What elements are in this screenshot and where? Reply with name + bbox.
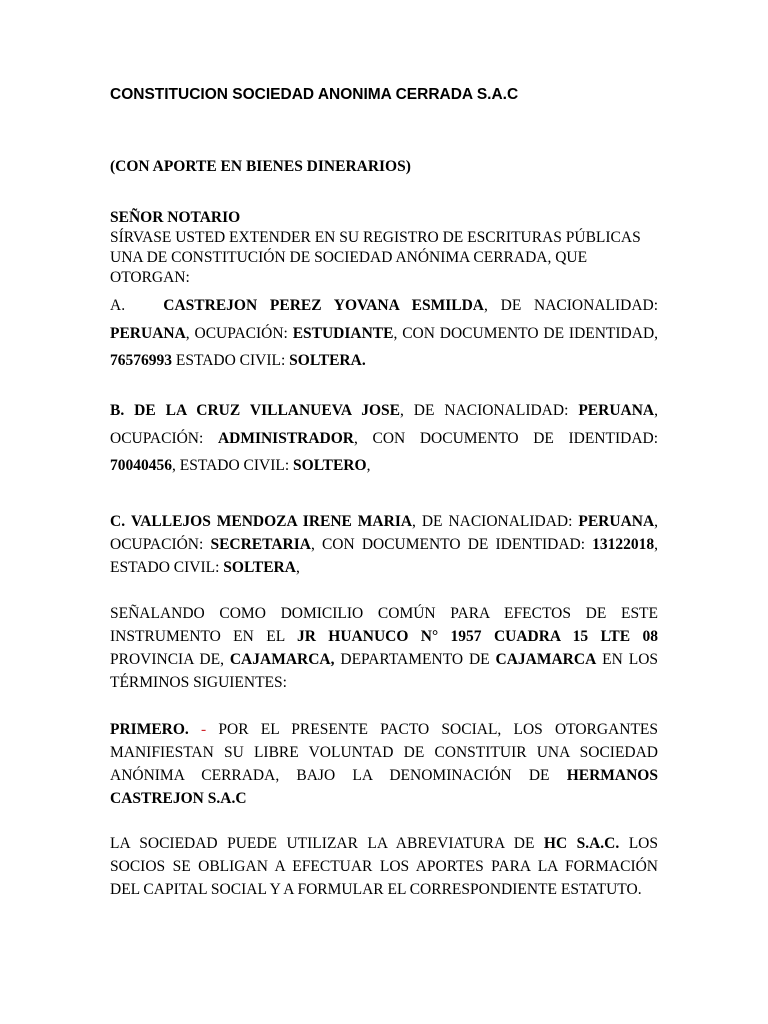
grantor-c-id: 13122018	[592, 536, 655, 553]
grantor-b-name: DE LA CRUZ VILLANUEVA JOSE	[134, 402, 400, 419]
grantor-a-letter: A.	[110, 297, 126, 314]
domicile-department-label: DEPARTAMENTO DE	[340, 651, 490, 668]
domicile-address: JR HUANUCO N° 1957 CUADRA 15 LTE 08	[296, 628, 658, 645]
grantor-a-occupation-label: OCUPACIÓN:	[194, 324, 288, 342]
grantor-a-id-label: CON DOCUMENTO DE IDENTIDAD,	[402, 324, 659, 342]
domicile-department: CAJAMARCA	[495, 651, 597, 668]
grantor-c: C. VALLEJOS MENDOZA IRENE MARIA, DE NACIONALIDAD: PERUANA, OCUPACIÓN: SECRETARIA, CON DOCUMENTO DE IDENTIDAD: 13122018, ESTADO CIVIL: SOLTERA,	[110, 513, 659, 576]
salutation: SEÑOR NOTARIO	[110, 209, 241, 226]
primero-clause	[110, 718, 658, 810]
domicile-tail: EN LOS TÉRMINOS SIGUIENTES:	[110, 651, 659, 691]
domicile-lead: SEÑALANDO COMO DOMICILIO COMÚN PARA EFECTOS DE ESTE INSTRUMENTO EN EL	[110, 605, 658, 645]
grantor-a-nationality-label: DE NACIONALIDAD:	[500, 297, 659, 314]
grantor-a-id: 76576993	[110, 352, 172, 369]
intro-text: SÍRVASE USTED EXTENDER EN SU REGISTRO DE ESCRITURAS PÚBLICAS UNA DE CONSTITUCIÓN DE SOCIEDAD ANÓNIMA CERRADA, QUE OTORGAN:	[110, 229, 641, 286]
grantor-c-civil-status: SOLTERA	[223, 559, 296, 576]
abbrev-tail: LOS SOCIOS SE OBLIGAN A EFECTUAR LOS APORTES PARA LA FORMACIÓN DEL CAPITAL SOCIAL Y A FORMULAR EL CORRESPONDIENTE ESTATUTO.	[110, 835, 659, 898]
grantor-b-civil-label: ESTADO CIVIL:	[179, 457, 290, 474]
grantor-b-id-label: CON DOCUMENTO DE IDENTIDAD:	[372, 429, 659, 447]
grantor-a-nationality: PERUANA	[110, 324, 186, 342]
grantor-a-name: CASTREJON PEREZ YOVANA ESMILDA	[163, 297, 485, 314]
grantor-a-civil-label: ESTADO CIVIL:	[175, 352, 286, 369]
document-subtitle: (CON APORTE EN BIENES DINERARIOS)	[110, 158, 411, 175]
grantor-c-nationality-label: DE NACIONALIDAD:	[421, 513, 573, 530]
grantor-a-occupation: ESTUDIANTE	[292, 324, 394, 342]
grantor-c-occupation-label: OCUPACIÓN:	[110, 536, 204, 553]
grantor-c-id-label: CON DOCUMENTO DE IDENTIDAD:	[321, 536, 586, 553]
document-title: CONSTITUCION SOCIEDAD ANONIMA CERRADA S.A.C	[110, 86, 519, 103]
grantor-a: A. CASTREJON PEREZ YOVANA ESMILDA, DE NACIONALIDAD: PERUANA, OCUPACIÓN: ESTUDIANTE, CON DOCUMENTO DE IDENTIDAD, 76576993 ESTADO CIVIL: SOLTERA.	[110, 297, 659, 369]
grantor-b-occupation-label: OCUPACIÓN:	[110, 429, 204, 447]
domicile-province: CAJAMARCA,	[229, 651, 335, 668]
company-name: HERMANOS CASTREJON S.A.C	[110, 767, 658, 807]
grantor-c-occupation: SECRETARIA	[210, 536, 311, 553]
grantor-b-civil-status: SOLTERO	[293, 457, 367, 474]
grantor-c-name: VALLEJOS MENDOZA IRENE MARIA	[131, 513, 413, 530]
primero-dash: -	[201, 721, 207, 738]
abbreviation: HC S.A.C.	[543, 835, 620, 852]
grantor-b-letter: B.	[110, 402, 125, 419]
grantor-b-nationality-label: DE NACIONALIDAD:	[413, 402, 569, 419]
abbrev-lead: LA SOCIEDAD PUEDE UTILIZAR LA ABREVIATURA DE	[110, 835, 535, 852]
abbreviation-paragraph	[110, 832, 658, 901]
domicile-province-label: PROVINCIA DE,	[110, 651, 224, 668]
grantor-c-civil-label: ESTADO CIVIL:	[110, 559, 220, 576]
grantor-a-civil-status: SOLTERA.	[289, 352, 366, 369]
salutation-block	[110, 208, 658, 288]
primero-text: POR EL PRESENTE PACTO SOCIAL, LOS OTORGANTES MANIFIESTAN SU LIBRE VOLUNTAD DE CONSTITUIR UNA SOCIEDAD ANÓNIMA CERRADA, BAJO LA DENOMINACIÓN DE	[110, 721, 659, 784]
grantor-b-nationality: PERUANA	[578, 402, 655, 419]
domicile-paragraph	[110, 602, 658, 694]
primero-heading: PRIMERO.	[110, 721, 189, 738]
grantor-c-letter: C.	[110, 513, 126, 530]
grantor-b: B. DE LA CRUZ VILLANUEVA JOSE, DE NACIONALIDAD: PERUANA, OCUPACIÓN: ADMINISTRADOR, CON DOCUMENTO DE IDENTIDAD: 70040456, ESTADO CIVIL: SOLTERO,	[110, 402, 659, 474]
grantor-b-occupation: ADMINISTRADOR	[217, 429, 355, 447]
grantor-c-nationality: PERUANA	[578, 513, 655, 530]
grantor-b-id: 70040456	[110, 457, 172, 474]
